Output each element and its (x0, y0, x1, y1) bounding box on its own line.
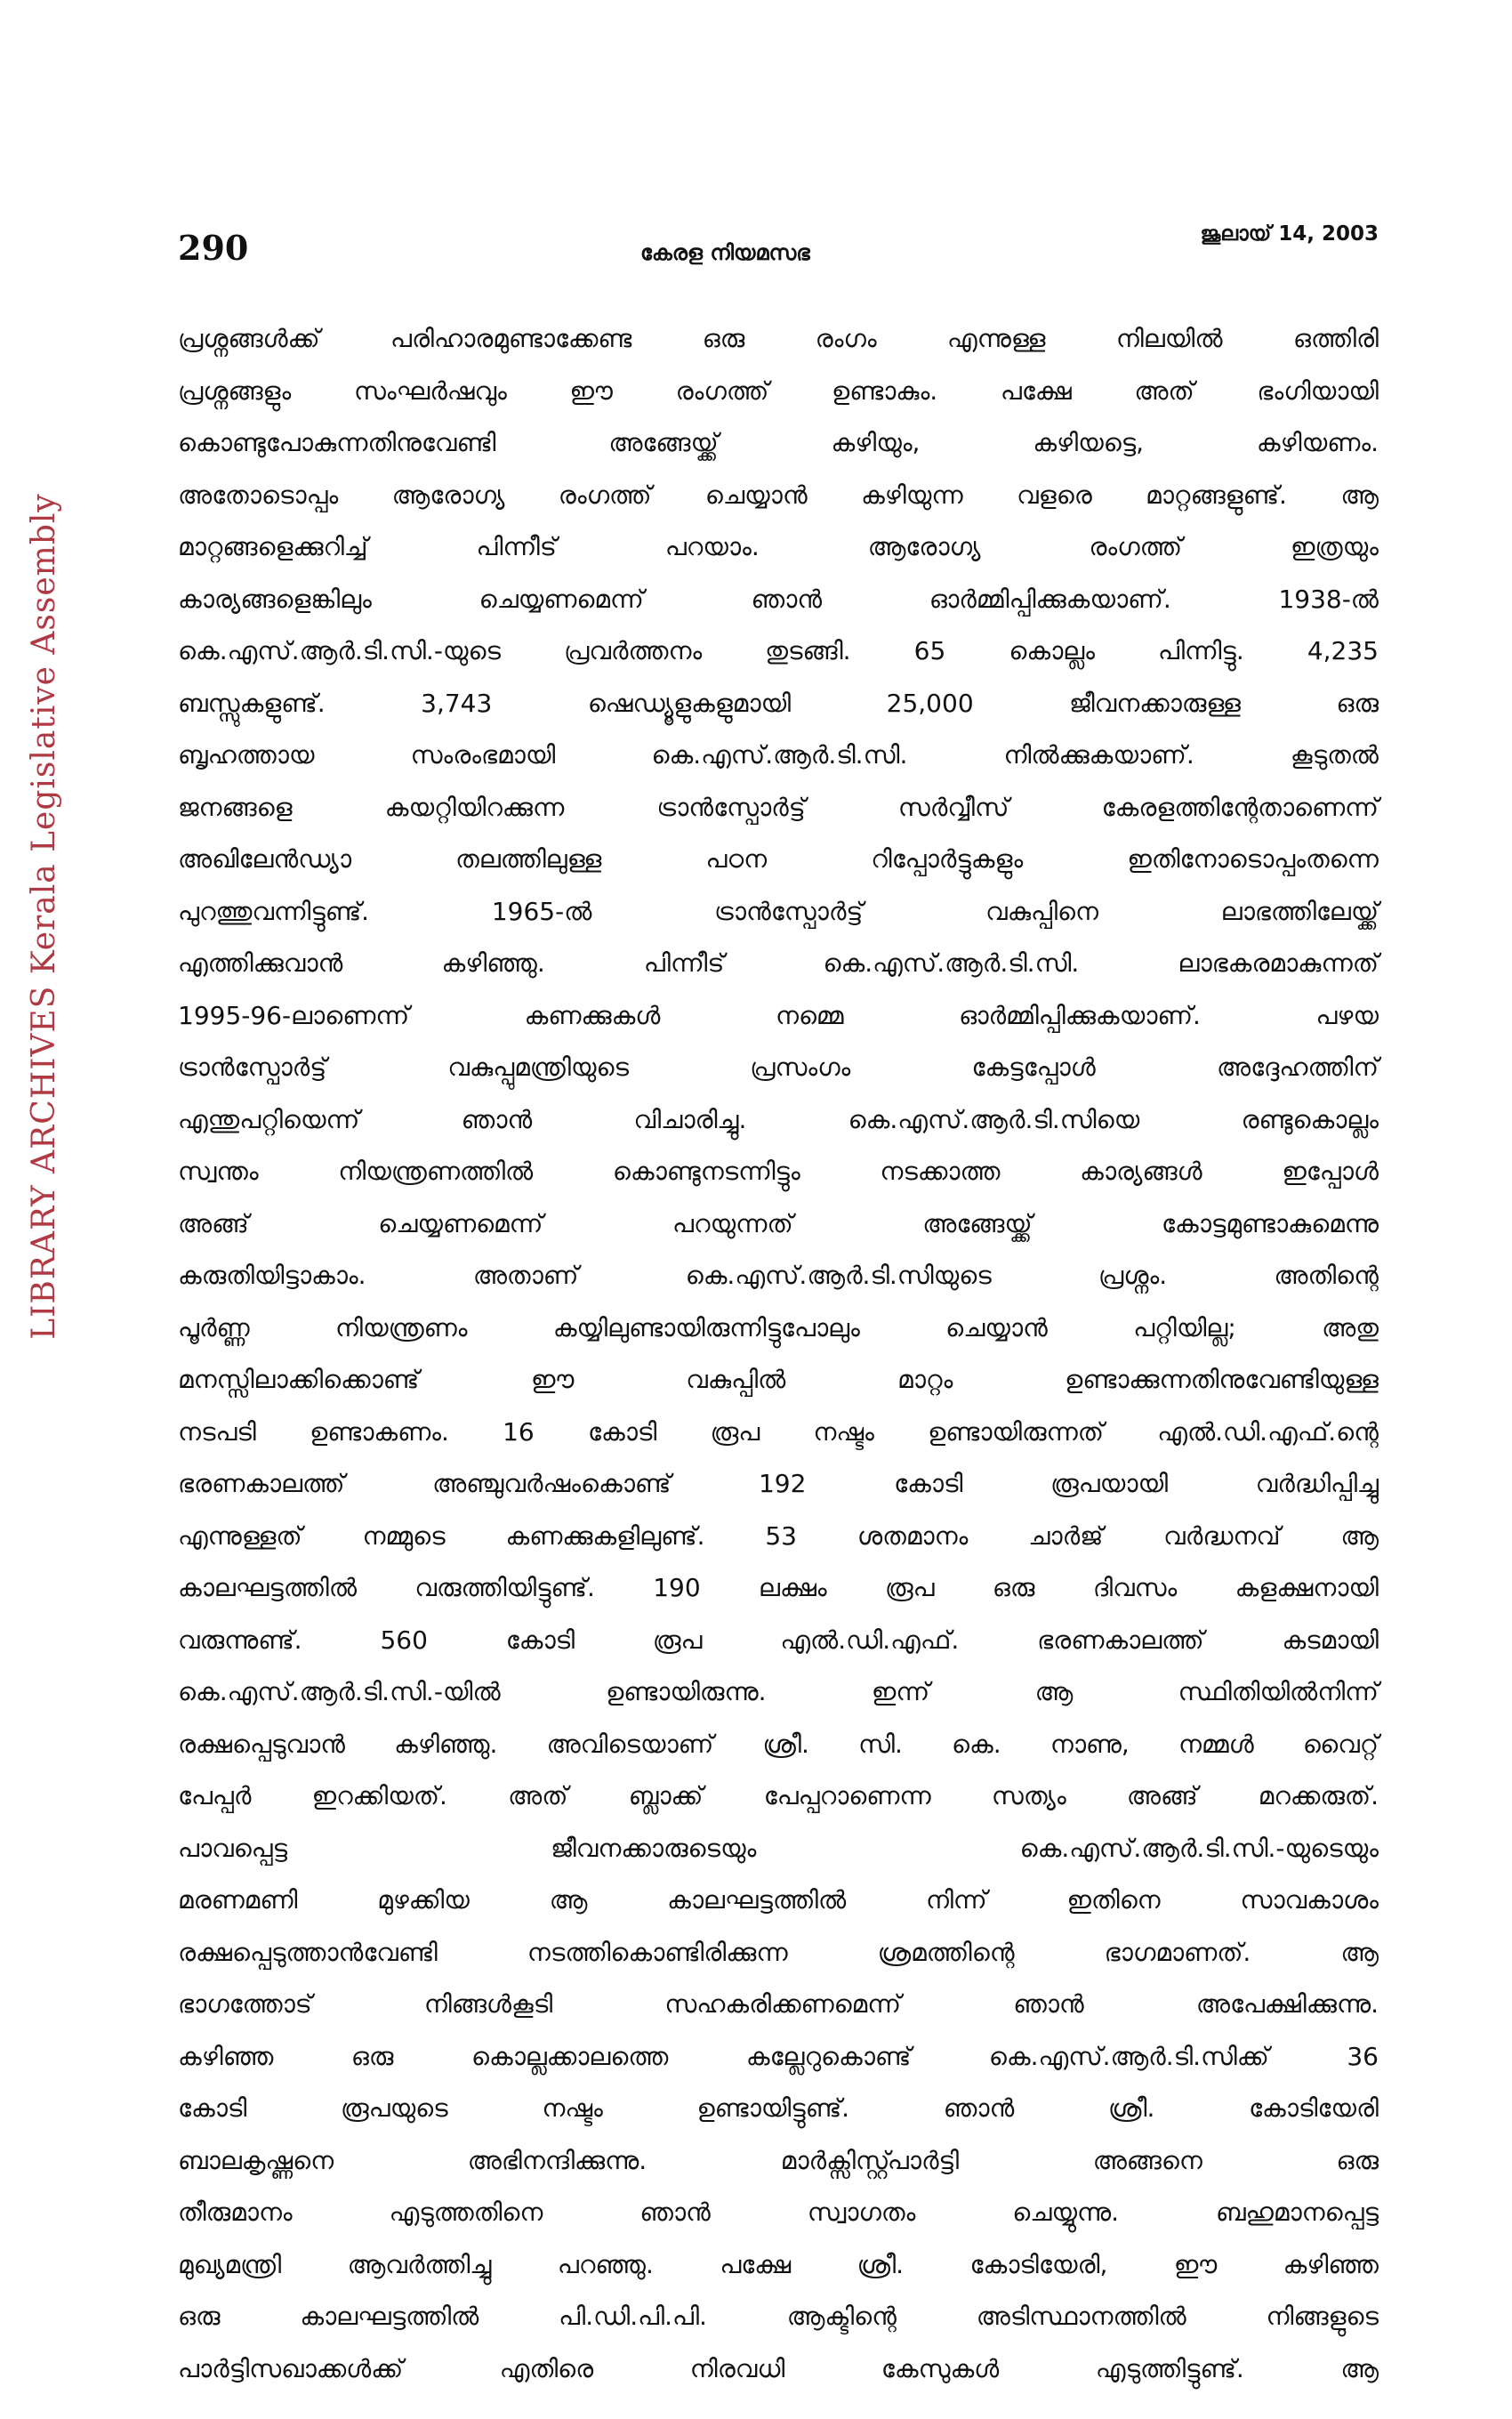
text-line: മാറ്റങ്ങളെക്കുറിച്ച് പിന്നീട് പറയാം. ആരോഗ്യ രംഗത്ത് ഇത്രയും (178, 532, 1379, 561)
body-paragraph (178, 313, 1379, 2395)
text-line: ബൃഹത്തായ സംരംഭമായി കെ.എസ്.ആർ.ടി.സി. നിൽക്കുകയാണ്. കൂടുതൽ (178, 740, 1379, 770)
text-line: എന്നുള്ളത് നമ്മുടെ കണക്കുകളിലുണ്ട്. 53 ശതമാനം ചാർജ് വർദ്ധനവ് ആ (178, 1520, 1379, 1551)
text-line: കെ.എസ്.ആർ.ടി.സി.-യിൽ ഉണ്ടായിരുന്നു. ഇന്ന് ആ സ്ഥിതിയിൽനിന്ന് (178, 1677, 1379, 1706)
text-line: പാർട്ടിസഖാക്കൾക്ക് എതിരെ നിരവധി കേസുകൾ എടുത്തിട്ടുണ്ട്. ആ (178, 2353, 1379, 2383)
text-line: കരുതിയിട്ടാകാം. അതാണ് കെ.എസ്.ആർ.ടി.സിയുടെ പ്രശ്നം. അതിന്റെ (178, 1261, 1379, 1290)
header-date: ജൂലായ് 14, 2003 (1200, 222, 1379, 246)
text-line: ജനങ്ങളെ കയറ്റിയിറക്കുന്ന ട്രാൻസ്പോർട്ട് സർവ്വീസ് കേരളത്തിന്റേതാണെന്ന് (178, 792, 1379, 822)
text-line: സ്വന്തം നിയന്ത്രണത്തിൽ കൊണ്ടുനടന്നിട്ടും നടക്കാത്ത കാര്യങ്ങൾ ഇപ്പോൾ (178, 1157, 1379, 1186)
text-line: മുഖ്യമന്ത്രി ആവർത്തിച്ചു പറഞ്ഞു. പക്ഷേ ശ്രീ. കോടിയേരി, ഈ കഴിഞ്ഞ (178, 2249, 1379, 2279)
text-line: പാവപ്പെട്ട ജീവനക്കാരുടെയും കെ.എസ്.ആർ.ടി.സി.-യുടെയും (178, 1833, 1379, 1863)
text-line: പ്രശ്നങ്ങൾക്ക് പരിഹാരമുണ്ടാക്കേണ്ട ഒരു രംഗം എന്നുള്ള നിലയിൽ ഒത്തിരി (178, 324, 1379, 353)
text-line: അഖിലേൻഡ്യാ തലത്തിലുള്ള പഠന റിപ്പോർട്ടുകളും ഇതിനോടൊപ്പംതന്നെ (178, 844, 1379, 874)
text-line: മരണമണി മുഴക്കിയ ആ കാലഘട്ടത്തിൽ നിന്ന് ഇതിനെ സാവകാശം (178, 1885, 1379, 1915)
text-line: നടപടി ഉണ്ടാകണം. 16 കോടി രൂപ നഷ്ടം ഉണ്ടായിരുന്നത് എൽ.ഡി.എഫ്.ന്റെ (178, 1416, 1379, 1447)
text-line: ബസ്സുകളുണ്ട്. 3,743 ഷെഡ്യൂളുകളുമായി 25,000 ജീവനക്കാരുള്ള ഒരു (178, 688, 1379, 718)
text-line: കാര്യങ്ങളെങ്കിലും ചെയ്യണമെന്ന് ഞാൻ ഓർമ്മിപ്പിക്കുകയാണ്. 1938-ൽ (178, 584, 1379, 614)
library-archives-watermark: LIBRARY ARCHIVES Kerala Legislative Assembly (26, 493, 62, 1340)
text-line: എത്തിക്കുവാൻ കഴിഞ്ഞു. പിന്നീട് കെ.എസ്.ആർ.ടി.സി. ലാഭകരമാകുന്നത് (178, 948, 1379, 978)
running-title: കേരള നിയമസഭ (640, 240, 810, 265)
text-line: തീരുമാനം എടുത്തതിനെ ഞാൻ സ്വാഗതം ചെയ്യുന്നു. ബഹുമാനപ്പെട്ട (178, 2197, 1379, 2227)
text-line: അങ്ങ് ചെയ്യണമെന്ന് പറയുന്നത് അങ്ങേയ്ക്ക് കോട്ടമുണ്ടാകുമെന്നു (178, 1208, 1379, 1238)
text-line: വരുന്നുണ്ട്. 560 കോടി രൂപ എൽ.ഡി.എഫ്. ഭരണകാലത്ത് കടമായി (178, 1625, 1379, 1655)
page-header (178, 221, 1379, 274)
text-line: 1995-96-ലാണെന്ന് കണക്കുകൾ നമ്മെ ഓർമ്മിപ്പിക്കുകയാണ്. പഴയ (178, 1000, 1379, 1030)
text-line: കെ.എസ്.ആർ.ടി.സി.-യുടെ പ്രവർത്തനം തുടങ്ങി. 65 കൊല്ലം പിന്നിട്ടു. 4,235 (178, 636, 1379, 665)
text-line: കോടി രൂപയുടെ നഷ്ടം ഉണ്ടായിട്ടുണ്ട്. ഞാൻ ശ്രീ. കോടിയേരി (178, 2093, 1379, 2123)
text-line: പൂർണ്ണ നിയന്ത്രണം കയ്യിലുണ്ടായിരുന്നിട്ടുപോലും ചെയ്യാൻ പറ്റിയില്ല; അതു (178, 1312, 1379, 1343)
text-line: ബാലകൃഷ്ണനെ അഭിനന്ദിക്കുന്നു. മാർക്സിസ്റ്റ്പാർട്ടി അങ്ങനെ ഒരു (178, 2145, 1379, 2175)
text-line: ഒരു കാലഘട്ടത്തിൽ പി.ഡി.പി.പി. ആക്ടിന്റെ അടിസ്ഥാനത്തിൽ നിങ്ങളുടെ (178, 2302, 1379, 2331)
text-line: രക്ഷപ്പെടുവാൻ കഴിഞ്ഞു. അവിടെയാണ് ശ്രീ. സി. കെ. നാണു, നമ്മൾ വൈറ്റ് (178, 1729, 1379, 1759)
text-line: മനസ്സിലാക്കിക്കൊണ്ട് ഈ വകുപ്പിൽ മാറ്റം ഉണ്ടാക്കുന്നതിനുവേണ്ടിയുള്ള (178, 1365, 1379, 1394)
text-line: പുറത്തുവന്നിട്ടുണ്ട്. 1965-ൽ ട്രാൻസ്പോർട്ട് വകുപ്പിനെ ലാഭത്തിലേയ്ക്ക് (178, 896, 1379, 926)
page-number: 290 (178, 228, 249, 268)
text-line: പേപ്പർ ഇറക്കിയത്. അത് ബ്ലാക്ക് പേപ്പറാണെന്ന സത്യം അങ്ങ് മറക്കരുത്. (178, 1781, 1379, 1810)
text-line: എന്തുപറ്റിയെന്ന് ഞാൻ വിചാരിച്ചു. കെ.എസ്.ആർ.ടി.സിയെ രണ്ടുകൊല്ലം (178, 1104, 1379, 1134)
text-line: കൊണ്ടുപോകുന്നതിനുവേണ്ടി അങ്ങേയ്ക്ക് കഴിയും, കഴിയട്ടെ, കഴിയണം. (178, 428, 1379, 457)
text-line: ട്രാൻസ്പോർട്ട് വകുപ്പുമന്ത്രിയുടെ പ്രസംഗം കേട്ടപ്പോൾ അദ്ദേഹത്തിന് (178, 1052, 1379, 1082)
text-line: ഭരണകാലത്ത് അഞ്ചുവർഷംകൊണ്ട് 192 കോടി രൂപയായി വർദ്ധിപ്പിച്ചു (178, 1469, 1379, 1498)
text-line: കഴിഞ്ഞ ഒരു കൊല്ലക്കാലത്തെ കല്ലേറുകൊണ്ട് കെ.എസ്.ആർ.ടി.സിക്ക് 36 (178, 2041, 1379, 2071)
text-line: രക്ഷപ്പെടുത്താൻവേണ്ടി നടത്തികൊണ്ടിരിക്കുന്ന ശ്രമത്തിന്റെ ഭാഗമാണത്. ആ (178, 1937, 1379, 1967)
text-line: കാലഘട്ടത്തിൽ വരുത്തിയിട്ടുണ്ട്. 190 ലക്ഷം രൂപ ഒരു ദിവസം കളക്ഷനായി (178, 1573, 1379, 1602)
text-line: ഭാഗത്തോട് നിങ്ങൾകൂടി സഹകരിക്കണമെന്ന് ഞാൻ അപേക്ഷിക്കുന്നു. (178, 1989, 1379, 2019)
text-line: അതോടൊപ്പം ആരോഗ്യ രംഗത്ത് ചെയ്യാൻ കഴിയുന്ന വളരെ മാറ്റങ്ങളുണ്ട്. ആ (178, 480, 1379, 510)
text-line: പ്രശ്നങ്ങളും സംഘർഷവും ഈ രംഗത്ത് ഉണ്ടാകും. പക്ഷേ അത് ഭംഗിയായി (178, 375, 1379, 406)
